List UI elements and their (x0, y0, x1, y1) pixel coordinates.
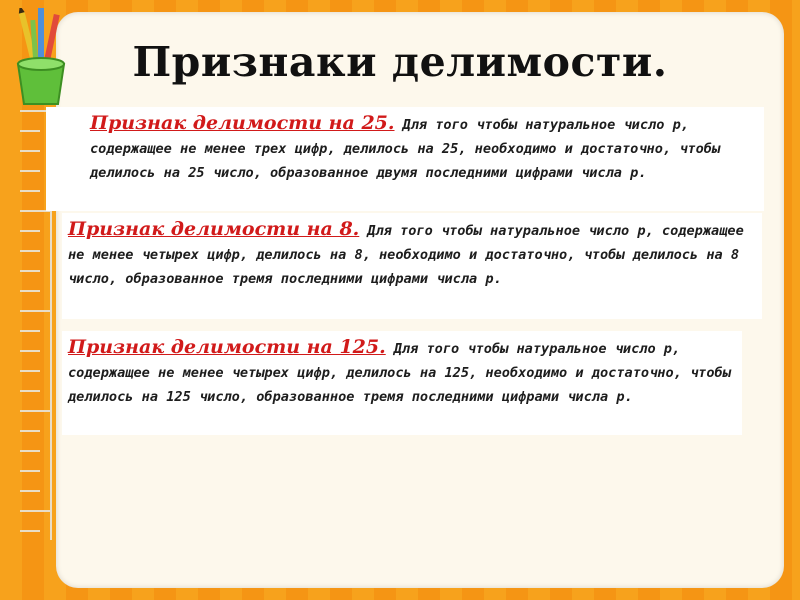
ruler-tick (20, 490, 40, 492)
ruler-tick (20, 530, 40, 532)
ruler-tick (20, 450, 40, 452)
ruler-tick (20, 250, 40, 252)
ruler-tick (20, 130, 40, 132)
rule-heading: Признак делимости на 8. (68, 218, 360, 240)
rule-heading: Признак делимости на 125. (68, 336, 386, 358)
ruler-tick (20, 430, 40, 432)
ruler-tick (20, 170, 40, 172)
ruler-tick (20, 270, 40, 272)
rule-block-125 (62, 331, 742, 435)
rule-heading: Признак делимости на 25. (90, 112, 395, 134)
ruler-tick (20, 510, 52, 512)
rule-text: Для того чтобы натуральное число p, содержащее не менее трех цифр, делилось на 25, необходимо и достаточно, чтобы делилось на 25 число, образованное двумя последними цифрами числа p. (90, 117, 721, 181)
ruler-tick (20, 330, 40, 332)
ruler-tick (20, 290, 40, 292)
rule-block-25 (46, 107, 764, 211)
rule-block-8 (62, 213, 762, 319)
ruler-tick (20, 190, 40, 192)
rule-text: Для того чтобы натуральное число p, содержащее не менее четырех цифр, делилось на 8, необходимо и достаточно, чтобы делилось на 8 число, образованное тремя последними цифрами числа p. (68, 223, 744, 287)
ruler-tick (20, 350, 40, 352)
ruler-tick (20, 390, 40, 392)
rule-text: Для того чтобы натуральное число p, содержащее не менее четырех цифр, делилось на 125, необходимо и достаточно, чтобы делилось на 125 число, образованное тремя последними цифрами числа p. (68, 341, 731, 405)
ruler-tick (20, 230, 40, 232)
ruler-tick (20, 370, 40, 372)
ruler-tick (20, 150, 40, 152)
ruler-tick (20, 410, 52, 412)
ruler-tick (20, 310, 52, 312)
page-title: Признаки делимости. (132, 38, 668, 86)
ruler-tick (20, 470, 40, 472)
